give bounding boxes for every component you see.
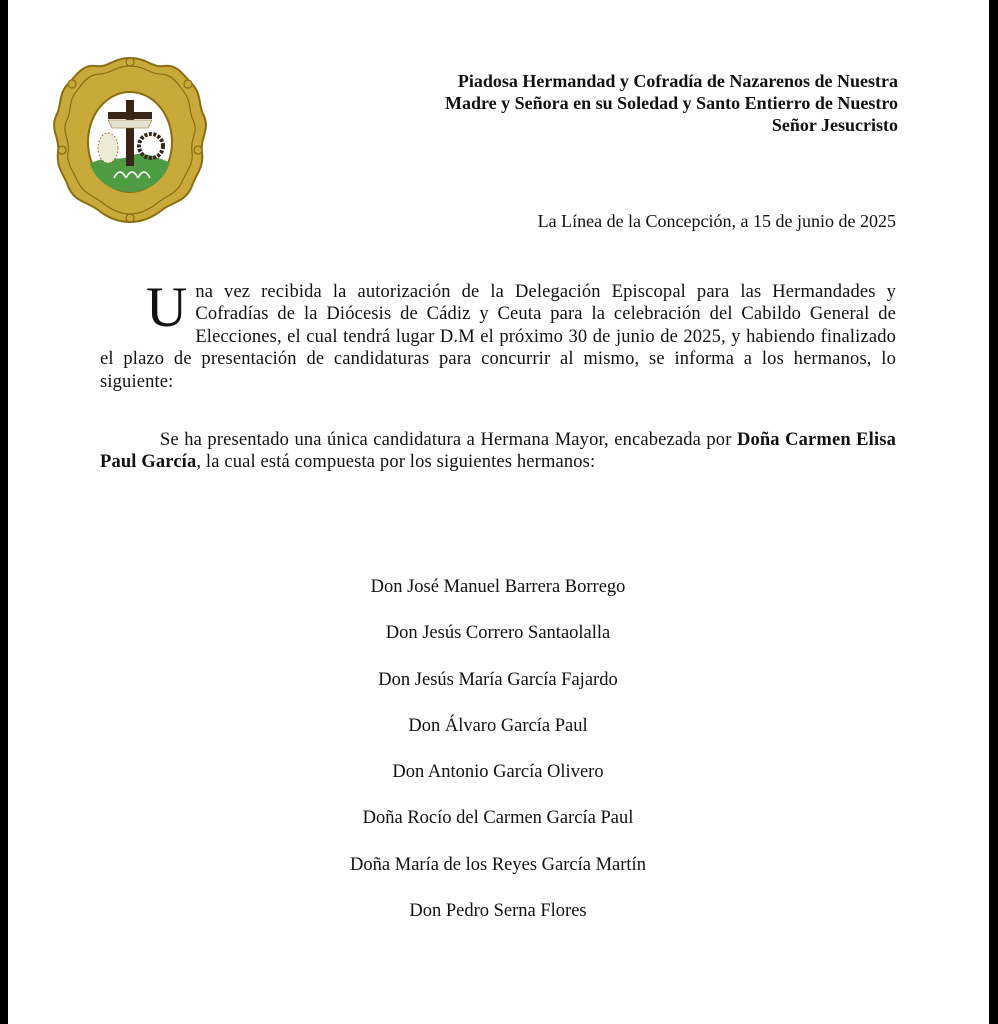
place-and-date: La Línea de la Concepción, a 15 de junio de 2025 (537, 211, 896, 231)
intro-paragraph (100, 276, 896, 393)
candidacy-text-before: Se ha presentado una única candidatura a Hermana Mayor, encabezada por (160, 430, 732, 450)
candidate-list (300, 574, 696, 944)
intro-paragraph-text: na vez recibida la autorización de la Delegación Episcopal para las Hermandades y Cofradías de la Diócesis de Cádiz y Ceuta para la celebración del Cabildo General de Elecciones, el cual tendrá lugar D.M el próximo 30 de junio de 2025, y habiendo finalizado el plazo de presentación de candidaturas para concurrir al mismo, se informa a los hermanos, lo siguiente: (100, 282, 896, 392)
brotherhood-name-line: Piadosa Hermandad y Cofradía de Nazarenos de Nuestra (457, 71, 898, 91)
candidate-list-item: Don José Manuel Barrera Borrego (370, 577, 626, 597)
brotherhood-name-line: Señor Jesucristo (771, 115, 898, 135)
drop-cap-letter: U (146, 276, 188, 339)
candidate-list-item: Don Jesús María García Fajardo (378, 669, 618, 690)
dotted-heart-icon (98, 133, 118, 163)
candidate-list-item: Don Álvaro García Paul (408, 715, 588, 736)
brotherhood-crest-logo (52, 54, 208, 226)
candidate-leader-name: Doña Carmen Elisa Paul García (100, 430, 897, 473)
candidate-list-item: Doña Rocío del Carmen García Paul (362, 808, 634, 829)
candidacy-paragraph (100, 429, 896, 474)
shroud-icon (108, 120, 152, 128)
candidacy-text-after: , la cual está compuesta por los siguientes hermanos: (196, 452, 596, 473)
candidate-list-item: Don Jesús Correro Santaolalla (385, 623, 611, 644)
candidate-list-item: Don Antonio García Olivero (392, 762, 604, 783)
candidate-list-item: Doña María de los Reyes García Martín (350, 854, 646, 875)
brotherhood-name-line: Madre y Señora en su Soledad y Santo Entierro de Nuestro (444, 93, 898, 113)
right-screen-edge (989, 0, 998, 1024)
left-screen-edge (0, 0, 8, 1024)
candidate-list-item: Don Pedro Serna Flores (409, 901, 587, 922)
brotherhood-name-heading (300, 70, 898, 136)
